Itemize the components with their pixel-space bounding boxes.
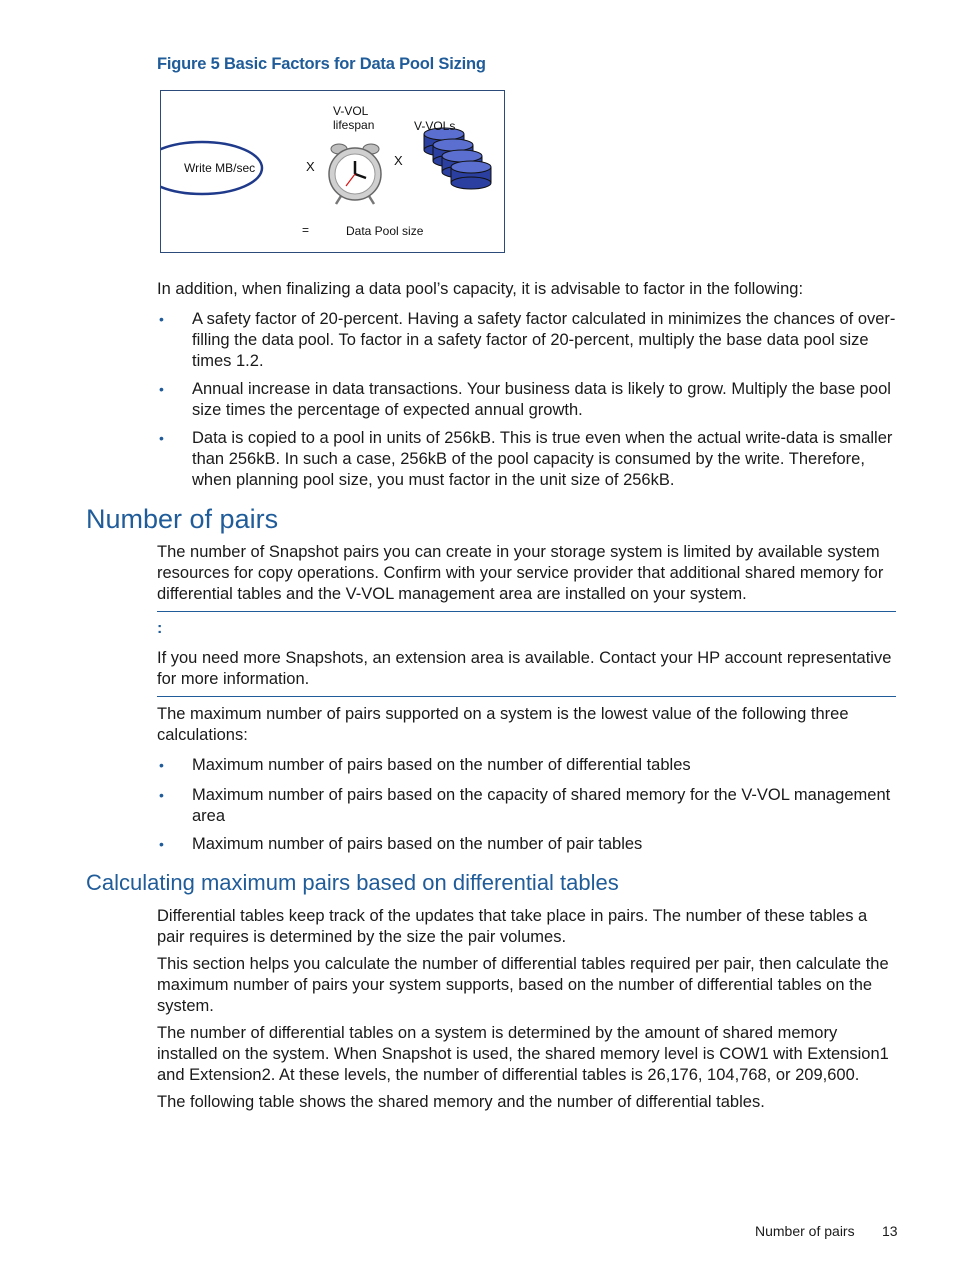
list-item: • Data is copied to a pool in units of 256kB. This is true even when the actual write-data is smaller than 256kB. In such a case, 256kB of the pool capacity is consumed by the write. Therefore, when planning pool size, you must factor in the unit size of 256kB. (159, 429, 893, 489)
lifespan-label-line2: lifespan (333, 118, 375, 132)
footer-section-title: Number of pairs (755, 1223, 855, 1239)
section-paragraph: The number of Snapshot pairs you can create in your storage system is limited by available system resources for copy operations. Confirm with your service provider that additional shared memory for differential tables and the V-VOL management area are installed on your system. (157, 543, 884, 603)
multiply-sign-1: X (306, 159, 315, 174)
note-label: : (157, 620, 163, 637)
vvol-disks-icon (424, 128, 491, 189)
vvols-label: V-VOLs (414, 119, 456, 133)
page-number: 13 (882, 1223, 898, 1239)
lifespan-label-line1: V-VOL (333, 104, 369, 118)
list-item: • Annual increase in data transactions. Your business data is likely to grow. Multiply the base pool size times the percentage of expected annual growth. (159, 380, 891, 419)
bullet-icon: • (159, 757, 164, 773)
note-text: If you need more Snapshots, an extension area is available. Contact your HP account representative for more information. (157, 649, 892, 688)
bullet-icon: • (159, 311, 164, 327)
subsection-paragraph: This section helps you calculate the number of differential tables required per pair, then calculate the maximum number of pairs your system supports, based on the number of differential tables on the system. (157, 955, 889, 1015)
subsection-paragraph: The following table shows the shared memory and the number of differential tables. (157, 1093, 765, 1111)
clock-icon (329, 144, 381, 204)
bullet-icon: • (159, 430, 164, 446)
data-pool-size-label: Data Pool size (346, 224, 424, 238)
section-paragraph: The maximum number of pairs supported on a system is the lowest value of the following three calculations: (157, 705, 849, 744)
list-item: • A safety factor of 20-percent. Having a safety factor calculated in minimizes the chances of over-filling the data pool. To factor in a safety factor of 20-percent, multiply the base data pool size times 1.2. (159, 310, 896, 370)
subsection-heading: Calculating maximum pairs based on differential tables (86, 870, 619, 895)
note-bottom-rule (157, 696, 896, 697)
figure-caption: Figure 5 Basic Factors for Data Pool Sizing (157, 55, 486, 73)
list-item: • Maximum number of pairs based on the capacity of shared memory for the V-VOL management area (159, 786, 891, 825)
multiply-sign-2: X (394, 153, 403, 168)
calculation-list (157, 755, 897, 855)
write-rate-label: Write MB/sec (184, 161, 256, 175)
factor-list (157, 309, 897, 491)
equals-sign: = (302, 223, 310, 237)
subsection-paragraph: The number of differential tables on a system is determined by the amount of shared memory installed on the system. When Snapshot is used, the shared memory level is COW1 with Extension1 and Extension2. At these levels, the number of differential tables is 26,176, 104,768, or 209,600. (157, 1024, 889, 1084)
bullet-icon: • (159, 381, 164, 397)
note-top-rule (157, 611, 896, 612)
list-item: • Maximum number of pairs based on the number of pair tables (159, 835, 643, 853)
subsection-paragraph: Differential tables keep track of the updates that take place in pairs. The number of these tables a pair requires is determined by the size the pair volumes. (157, 907, 868, 946)
list-item: • Maximum number of pairs based on the number of differential tables (159, 756, 691, 774)
intro-paragraph: In addition, when finalizing a data pool’s capacity, it is advisable to factor in the following: (157, 280, 804, 298)
section-heading: Number of pairs (86, 504, 279, 534)
figure-diagram (160, 90, 505, 253)
bullet-icon: • (159, 836, 164, 852)
bullet-icon: • (159, 787, 164, 803)
